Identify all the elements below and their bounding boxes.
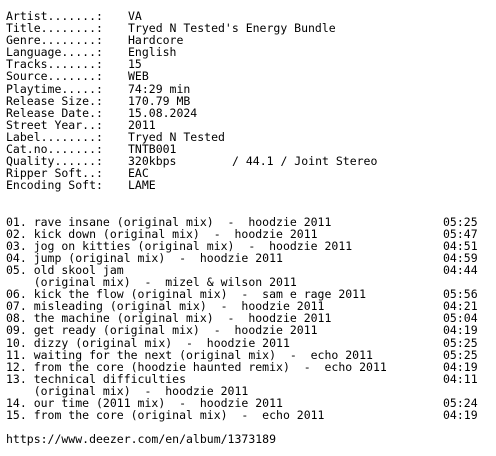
field-key: Language.....: <box>6 45 103 60</box>
track-duration: 04:51 <box>443 238 478 253</box>
field-key: Release Date.: <box>6 105 103 120</box>
track-title: 08. the machine (original mix) - hoodzie 2011 <box>6 311 332 326</box>
field-key: Ripper Soft..: <box>6 166 103 181</box>
track-duration: 05:04 <box>443 311 478 326</box>
field-value: English <box>128 45 177 60</box>
track-duration: 04:11 <box>443 371 478 386</box>
track-row <box>6 228 490 240</box>
field-key: Label........: <box>6 129 103 144</box>
track-title: 02. kick down (original mix) - hoodzie 2011 <box>6 226 318 241</box>
track-row <box>6 361 490 373</box>
field-key: Release Size.: <box>6 93 103 108</box>
field-value: VA <box>128 9 142 23</box>
field-source <box>6 70 490 82</box>
field-key: Artist.......: <box>6 9 103 23</box>
field-value: 2011 <box>128 117 156 132</box>
track-duration: 04:19 <box>443 408 478 423</box>
track-title: 06. kick the flow (original mix) - sam e rage 2011 <box>6 287 367 302</box>
track-title: 12. from the core (hoodzie haunted remix) - echo 2011 <box>6 359 387 374</box>
track-title-continuation: (original mix) - mizel & wilson 2011 <box>6 275 297 290</box>
spacer <box>6 204 490 216</box>
track-duration: 04:19 <box>443 359 478 374</box>
track-title: 01. rave insane (original mix) - hoodzie 2011 <box>6 214 332 229</box>
track-row <box>6 337 490 349</box>
spacer <box>6 191 490 203</box>
track-duration: 04:21 <box>443 299 478 314</box>
track-row <box>6 409 490 421</box>
track-duration: 05:24 <box>443 396 478 410</box>
track-duration: 05:25 <box>443 335 478 350</box>
track-row <box>6 324 490 336</box>
field-key: Street Year..: <box>6 117 103 132</box>
quality-bitrate: 320kbps <box>128 154 177 169</box>
track-title: 05. old skool jam <box>6 262 124 277</box>
track-title-continuation: (original mix) - hoodzie 2011 <box>6 383 249 398</box>
track-title: 14. our time (2011 mix) - hoodzie 2011 <box>6 396 283 410</box>
field-key: Cat.no.......: <box>6 142 103 157</box>
track-title: 10. dizzy (original mix) - hoodzie 2011 <box>6 335 290 350</box>
track-title: 13. technical difficulties <box>6 371 187 386</box>
field-value: 15.08.2024 <box>128 105 198 120</box>
album-url: https://www.deezer.com/en/album/1373189 <box>6 432 277 447</box>
field-value: EAC <box>128 166 149 181</box>
track-title: 11. waiting for the next (original mix) - echo 2011 <box>6 347 373 362</box>
track-duration: 05:47 <box>443 226 478 241</box>
field-key: Title........: <box>6 21 103 36</box>
track-row <box>6 349 490 361</box>
field-key: Quality......: <box>6 154 103 169</box>
field-value: Tryed N Tested <box>128 129 225 144</box>
field-value: 74:29 min <box>128 81 191 96</box>
release-info-document <box>6 10 490 445</box>
field-value: Hardcore <box>128 33 184 48</box>
track-title: 04. jump (original mix) - hoodzie 2011 <box>6 250 283 265</box>
tracklist <box>6 216 490 422</box>
field-key: Source.......: <box>6 69 103 84</box>
field-value: WEB <box>128 69 149 84</box>
track-duration: 05:25 <box>443 214 478 229</box>
track-duration: 04:59 <box>443 250 478 265</box>
quality-format: / 44.1 / Joint Stereo <box>232 154 378 169</box>
track-title: 09. get ready (original mix) - hoodzie 2011 <box>6 323 318 338</box>
track-duration: 04:19 <box>443 323 478 338</box>
field-key: Playtime.....: <box>6 81 103 96</box>
track-duration: 04:44 <box>443 262 478 277</box>
field-key: Encoding Soft: <box>6 178 103 193</box>
release-header <box>6 10 490 191</box>
field-playtime <box>6 83 490 95</box>
track-title: 03. jog on kitties (original mix) - hoodzie 2011 <box>6 238 353 253</box>
field-release-size <box>6 95 490 107</box>
field-value: 15 <box>128 57 142 72</box>
track-title: 15. from the core (original mix) - echo 2011 <box>6 408 325 423</box>
field-value: Tryed N Tested's Energy Bundle <box>128 21 336 36</box>
field-value: TNTB001 <box>128 142 177 157</box>
field-value: 170.79 MB <box>128 93 191 108</box>
track-duration: 05:25 <box>443 347 478 362</box>
field-key: Tracks.......: <box>6 57 103 72</box>
field-encoding-soft <box>6 179 490 191</box>
field-value: LAME <box>128 178 156 193</box>
field-key: Genre........: <box>6 33 103 48</box>
track-duration: 05:56 <box>443 287 478 302</box>
track-row <box>6 216 490 228</box>
track-title: 07. misleading (original mix) - hoodzie 2011 <box>6 299 325 314</box>
